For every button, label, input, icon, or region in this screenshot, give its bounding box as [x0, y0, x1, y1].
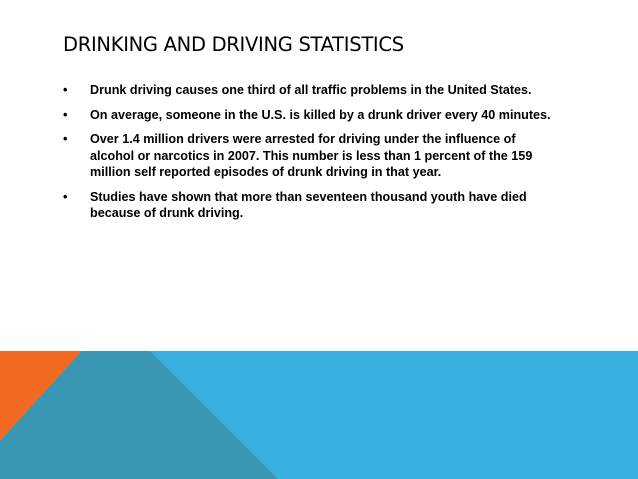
- slide-title: DRINKING AND DRIVING STATISTICS: [63, 33, 404, 56]
- bullet-marker: •: [63, 83, 68, 97]
- bullet-marker: •: [63, 132, 68, 146]
- bullet-marker: •: [63, 107, 68, 122]
- bullet-item: [63, 189, 563, 222]
- bullet-item: [63, 107, 563, 124]
- bullet-marker: •: [63, 189, 68, 204]
- bullet-item: [63, 82, 563, 99]
- bullet-text: Drunk driving causes one third of all traffic problems in the United States.: [90, 83, 532, 97]
- bullet-item: [63, 131, 563, 181]
- bullet-text: On average, someone in the U.S. is killed by a drunk driver every 40 minutes.: [90, 107, 551, 122]
- bullet-text: Over 1.4 million drivers were arrested for driving under the influence of alcohol or narcotics in 2007. This number is less than 1 percent of the 159 million self reported episodes of drunk driving in that year.: [90, 132, 533, 179]
- bullet-text: Studies have shown that more than seventeen thousand youth have died because of drunk driving.: [90, 189, 527, 220]
- bullet-list: [63, 82, 563, 230]
